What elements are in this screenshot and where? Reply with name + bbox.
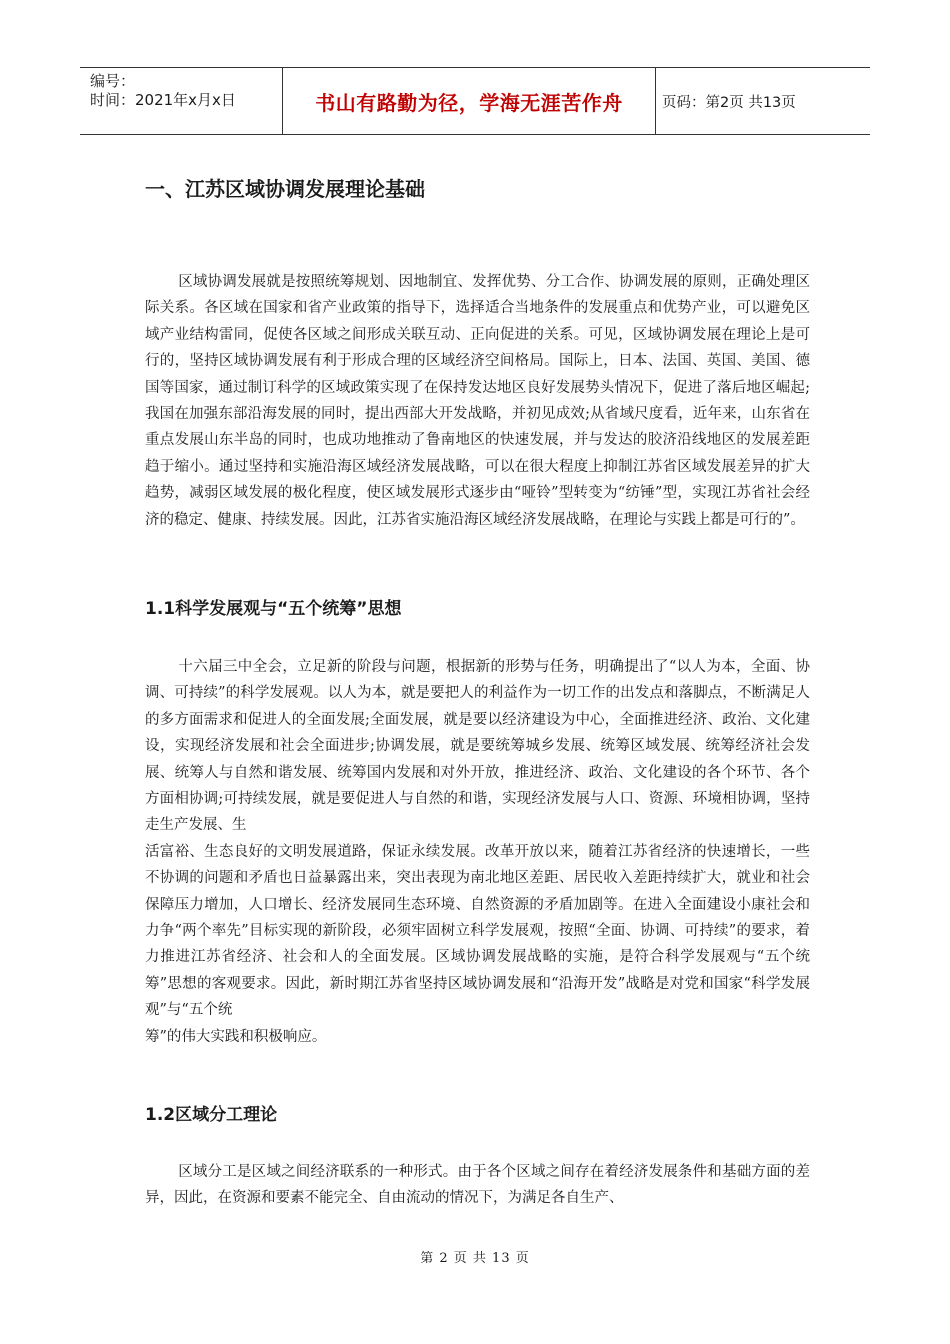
paragraph-2-text-c: 筹”的伟大实践和积极响应。 [145,1028,327,1045]
section-title: 一、江苏区域协调发展理论基础 [145,177,425,201]
paragraph-scientific-development [145,654,810,1050]
paragraph-3-text: 区域分工是区域之间经济联系的一种形式。由于各个区域之间存在着经济发展条件和基础方面的差异，因此，在资源和要素不能完全、自由流动的情况下，为满足各自生产、 [145,1164,810,1207]
header-meta-cell [80,68,283,134]
paragraph-regional-coordination [145,269,810,533]
header-page-info: 页码：第2页 共13页 [662,94,796,111]
document-date: 时间：2021年x月x日 [90,91,236,109]
paragraph-2-text-a: 十六届三中全会，立足新的阶段与问题，根据新的形势与任务，明确提出了“以人为本，全面、协调、可持续”的科学发展观。以人为本，就是要把人的利益作为一切工作的出发点和落脚点，不断满足人的多方面需求和促进人的全面发展;全面发展，就是要以经济建设为中心，全面推进经济、政治、文化建设，实现经济发展和社会全面进步;协调发展，就是要统筹城乡发展、统筹区域发展、统筹经济社会发展、统筹人与自然和谐发展、统筹国内发展和对外开放，推进经济、政治、文化建设的各个环节、各个方面相协调;可持续发展，就是要促进人与自然的和谐，实现经济发展与人口、资源、环境相协调，坚持走生产发展、生 [145,659,810,834]
page-footer: 第 2 页 共 13 页 [420,1251,530,1266]
document-number-label: 编号： [90,72,136,90]
paragraph-1-text: 区域协调发展就是按照统筹规划、因地制宜、发挥优势、分工合作、协调发展的原则，正确处理区际关系。各区域在国家和省产业政策的指导下，选择适合当地条件的发展重点和优势产业，可以避免区域产业结构雷同，促使各区域之间形成关联互动、正向促进的关系。可见，区域协调发展在理论上是可行的，坚持区域协调发展有利于形成合理的区域经济空间格局。国际上，日本、法国、英国、美国、德国等国家，通过制订科学的区域政策实现了在保持发达地区良好发展势头情况下，促进了落后地区崛起;我国在加强东部沿海发展的同时，提出西部大开发战略，并初见成效;从省域尺度看，近年来，山东省在重点发展山东半岛的同时，也成功地推动了鲁南地区的快速发展，并与发达的胶济沿线地区的发展差距趋于缩小。通过坚持和实施沿海区域经济发展战略，可以在很大程度上抑制江苏省区域发展差异的扩大趋势，减弱区域发展的极化程度，使区域发展形式逐步由“哑铃”型转变为“纺锤”型，实现江苏省社会经济的稳定、健康、持续发展。因此，江苏省实施沿海区域经济发展战略，在理论与实践上都是可行的”。 [145,274,810,528]
paragraph-2-text-b: 活富裕、生态良好的文明发展道路，保证永续发展。改革开放以来，随着江苏省经济的快速增长，一些不协调的问题和矛盾也日益暴露出来，突出表现为南北地区差距、居民收入差距持续扩大，就业和社会保障压力增加，人口增长、经济发展同生态环境、自然资源的矛盾加剧等。在进入全面建设小康社会和力争“两个率先”目标实现的新阶段，必须牢固树立科学发展观，按照“全面、协调、可持续”的要求，着力推进江苏省经济、社会和人的全面发展。区域协调发展战略的实施，是符合科学发展观与“五个统筹”思想的客观要求。因此，新时期江苏省坚持区域协调发展和“沿海开发”战略是对党和国家“科学发展观”与“五个统 [145,843,810,1019]
page-header [80,67,870,135]
paragraph-regional-division [145,1159,810,1212]
subsection-title-1-1: 1.1科学发展观与“五个统筹”思想 [145,599,402,619]
header-motto: 书山有路勤为径，学海无涯苦作舟 [283,68,656,134]
subsection-title-1-2: 1.2区域分工理论 [145,1105,278,1125]
